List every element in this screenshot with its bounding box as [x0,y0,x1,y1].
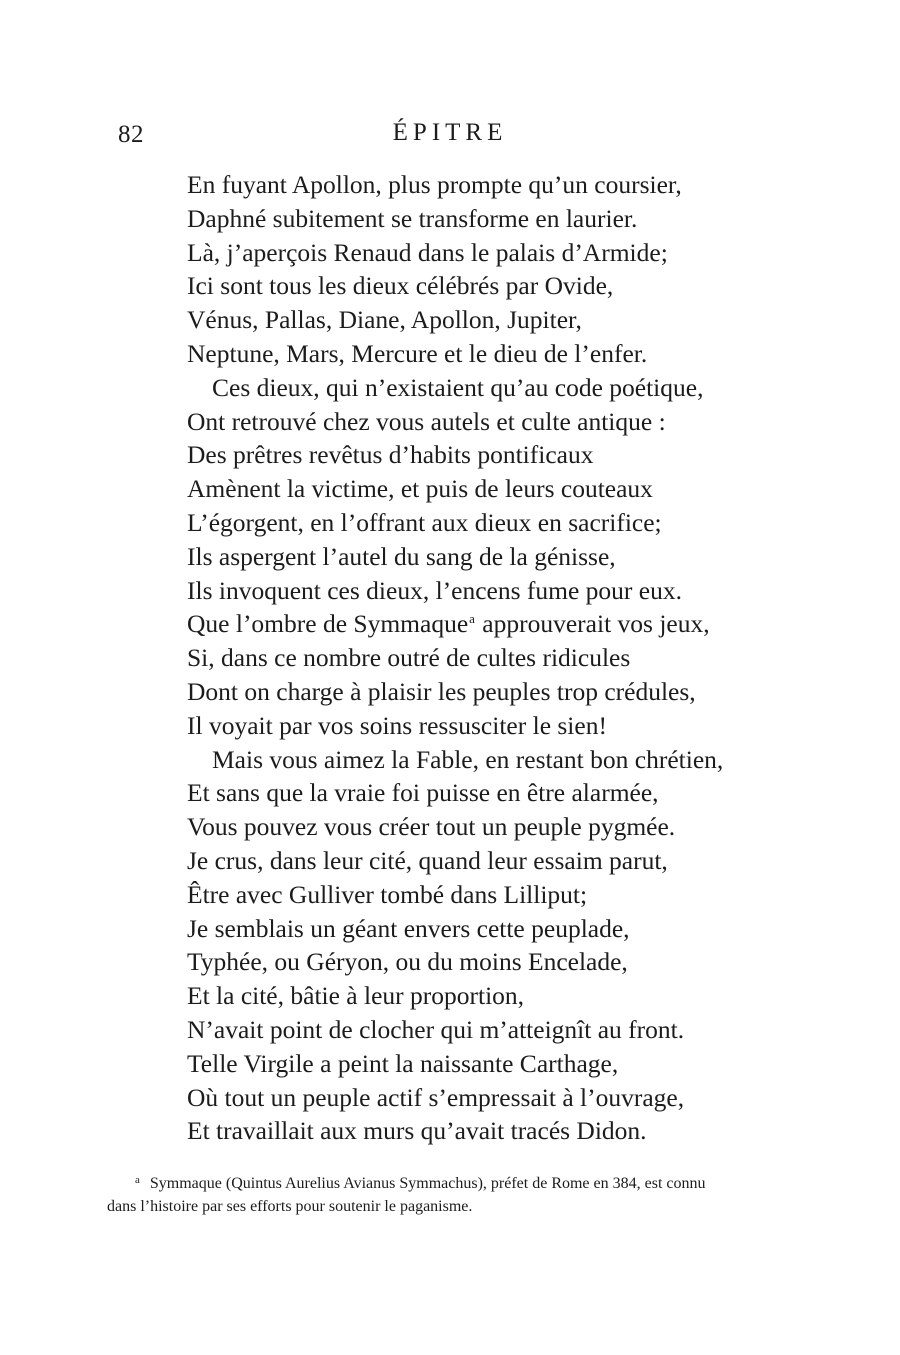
verse-line: Je semblais un géant envers cette peuplade, [187,913,630,943]
verse-line: Là, j’aperçois Renaud dans le palais d’Armide; [187,237,668,267]
verse-line: Ils invoquent ces dieux, l’encens fume pour eux. [187,575,682,605]
verse-line-stanza-start: Mais vous aimez la Fable, en restant bon chrétien, [212,744,724,774]
verse-line: N’avait point de clocher qui m’atteignît au front. [187,1014,685,1044]
verse-line: Et sans que la vraie foi puisse en être alarmée, [187,778,659,808]
verse-line: Il voyait par vos soins ressusciter le sien! [187,710,607,740]
verse-line: Je crus, dans leur cité, quand leur essaim parut, [187,845,668,875]
verse-text-continuation: approuverait vos jeux, [482,609,710,639]
verse-line: Neptune, Mars, Mercure et le dieu de l’enfer. [187,338,648,368]
verse-line: Être avec Gulliver tombé dans Lilliput; [187,879,588,909]
footnote-text: Symmaque (Quintus Aurelius Avianus Symmachus), préfet de Rome en 384, est connu [149,1175,706,1192]
verse-line: Des prêtres revêtus d’habits pontificaux [187,440,594,470]
footnote [107,1169,867,1218]
verse-line-stanza-start: Ces dieux, qui n’existaient qu’au code poétique, [212,372,704,402]
verse-line: Daphné subitement se transforme en laurier. [187,203,638,233]
verse-line: Vous pouvez vous créer tout un peuple pygmée. [187,812,676,842]
verse-line: Telle Virgile a peint la naissante Carthage, [187,1048,619,1078]
verse-line: Typhée, ou Géryon, ou du moins Encelade, [187,947,628,977]
verse-line: Ont retrouvé chez vous autels et culte antique : [187,406,666,436]
footnote-reference[interactable]: a [469,611,475,627]
poem [187,168,827,1148]
verse-text: Que l’ombre de Symmaque [187,609,469,639]
verse-line: Vénus, Pallas, Diane, Apollon, Jupiter, [187,305,582,335]
verse-line: Et la cité, bâtie à leur proportion, [187,981,525,1011]
verse-line-with-footnote [187,607,827,641]
verse-line: Où tout un peuple actif s’empressait à l’ouvrage, [187,1082,685,1112]
verse-line: Si, dans ce nombre outré de cultes ridicules [187,643,631,673]
verse-line: L’égorgent, en l’offrant aux dieux en sacrifice; [187,507,662,537]
footnote-line: dans l’histoire par ses efforts pour soutenir le paganisme. [107,1198,473,1215]
verse-line: Et travaillait aux murs qu’avait tracés Didon. [187,1116,647,1146]
page-number: 82 [118,121,144,148]
running-title: ÉPITRE [392,119,508,146]
verse-line: Ils aspergent l’autel du sang de la génisse, [187,541,616,571]
verse-line: Ici sont tous les dieux célébrés par Ovide, [187,271,614,301]
verse-line: Dont on charge à plaisir les peuples trop crédules, [187,676,696,706]
footnote-line [107,1169,867,1195]
verse-line: En fuyant Apollon, plus prompte qu’un coursier, [187,170,682,199]
verse-line: Amènent la victime, et puis de leurs couteaux [187,474,653,504]
footnote-marker: a [135,1174,140,1186]
